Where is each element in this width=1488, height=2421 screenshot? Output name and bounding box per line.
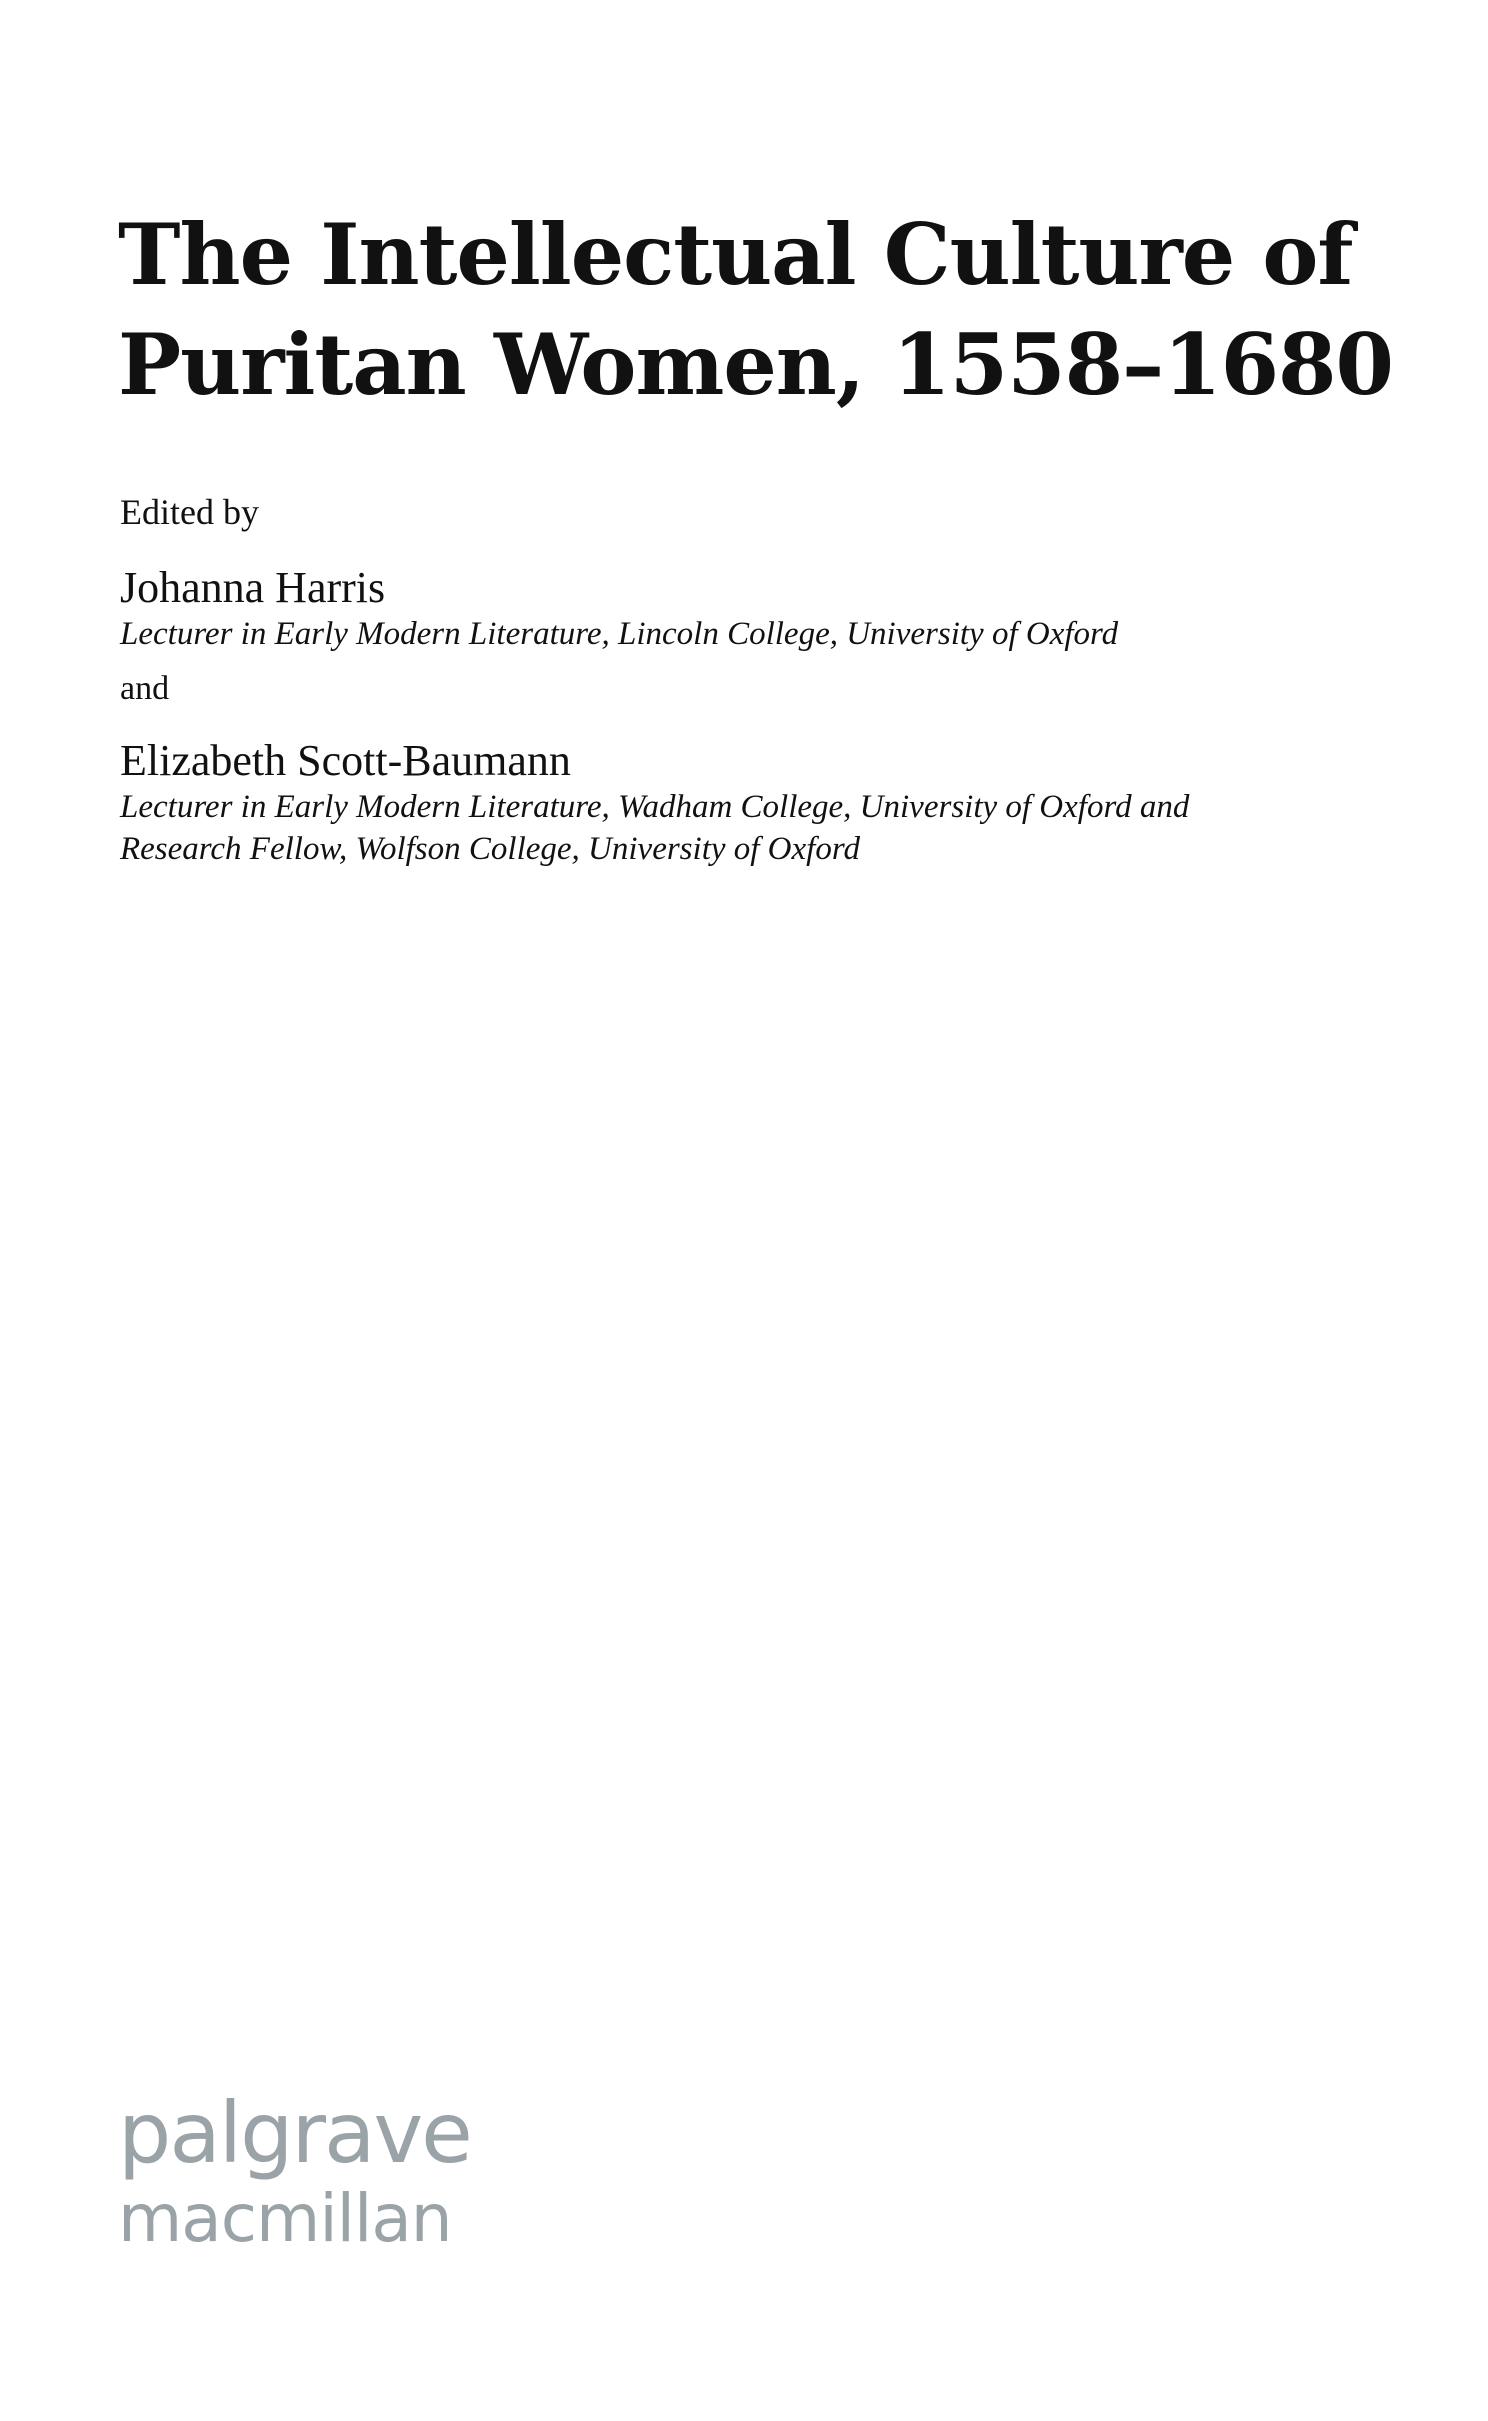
publisher-logo-line-2: macmillan	[118, 2180, 452, 2257]
editor-affiliation-elizabeth-scott-baumann-line-1: Lecturer in Early Modern Literature, Wadham College, University of Oxford and	[120, 789, 1190, 825]
editor-affiliation-elizabeth-scott-baumann-line-2: Research Fellow, Wolfson College, University of Oxford	[120, 831, 860, 867]
editor-affiliation-johanna-harris: Lecturer in Early Modern Literature, Lincoln College, University of Oxford	[120, 616, 1119, 652]
title-line-2: Puritan Women, 1558–1680	[118, 315, 1393, 414]
edited-by-label: Edited by	[120, 492, 259, 532]
conjunction-and: and	[120, 670, 170, 707]
publisher-logo	[118, 2085, 471, 2257]
editor-name-johanna-harris: Johanna Harris	[120, 563, 386, 612]
editor-name-elizabeth-scott-baumann: Elizabeth Scott-Baumann	[120, 736, 571, 785]
title-line-1: The Intellectual Culture of	[118, 205, 1353, 304]
book-title	[118, 200, 1418, 420]
publisher-logo-line-1: palgrave	[118, 2084, 471, 2182]
